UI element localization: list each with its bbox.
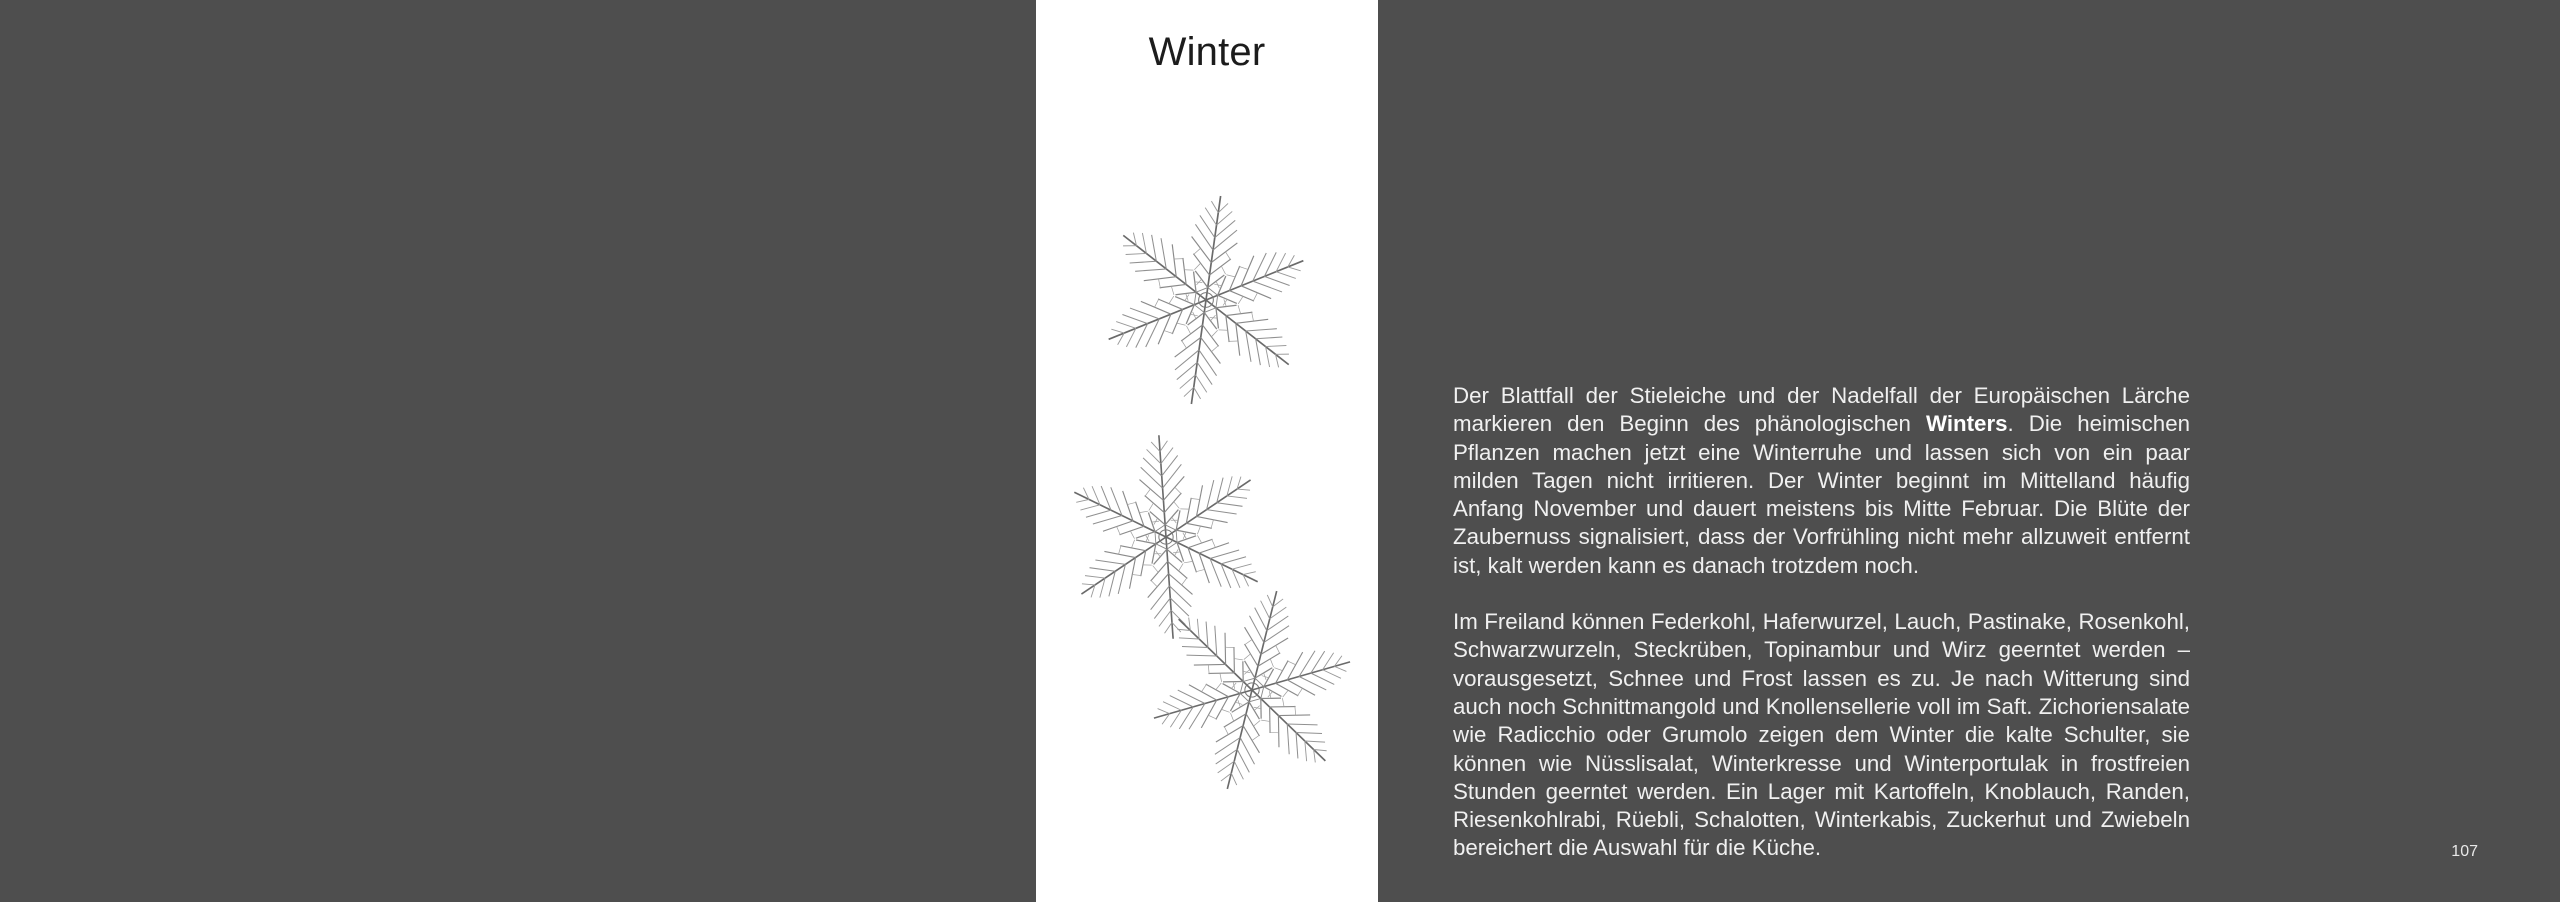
page-title: Winter [1148, 30, 1266, 74]
page-number: 107 [2451, 843, 2478, 860]
paragraph1-rest: . Die heimischen Pflanzen machen jetzt eine Winterruhe und lassen sich von ein paar milden Tagen nicht irritieren. Der Winter beginnt im Mittelland häufig Anfang November und dauert meistens bis Mitte Februar. Die Blüte der Zaubernuss signalisiert, dass der Vorfrühling nicht mehr allzuweit entfernt ist, kalt werden kann es danach trotzdem noch. [1453, 411, 2190, 578]
paragraph-harvest: Im Freiland können Federkohl, Haferwurzel, Lauch, Pastinake, Rosenkohl, Schwarzwurzeln, Steckrüben, Topinambur und Wirz geerntet werden – vorausgesetzt, Schnee und Frost lassen es zu. Je nach Witterung sind auch noch Schnittmangold und Knollensellerie voll im Saft. Zichoriensalate wie Radicchio oder Grumolo zeigen dem Winter die kalte Schulter, sie können wie Nüsslisalat, Winterkresse und Winterportulak in frostfreien Stunden geerntet werden. Ein Lager mit Kartoffeln, Knoblauch, Randen, Riesenkohlrabi, Rüebli, Schalotten, Winterkabis, Zuckerhut und Zwiebeln bereichert die Auswahl für die Küche. [1453, 609, 2190, 861]
winters-keyword: Winters [1925, 411, 2008, 437]
paragraph1-start: Der Blattfall der Stieleiche und der Nadelfall der Europäischen Lärche markieren den Beginn des phänologischen [1453, 383, 2190, 437]
paragraph-winter-intro [1453, 382, 2190, 580]
left-page [1036, 0, 1378, 902]
right-page [1378, 0, 2560, 902]
body-text [1453, 382, 2190, 891]
snowflakes-illustration [1036, 190, 1378, 840]
